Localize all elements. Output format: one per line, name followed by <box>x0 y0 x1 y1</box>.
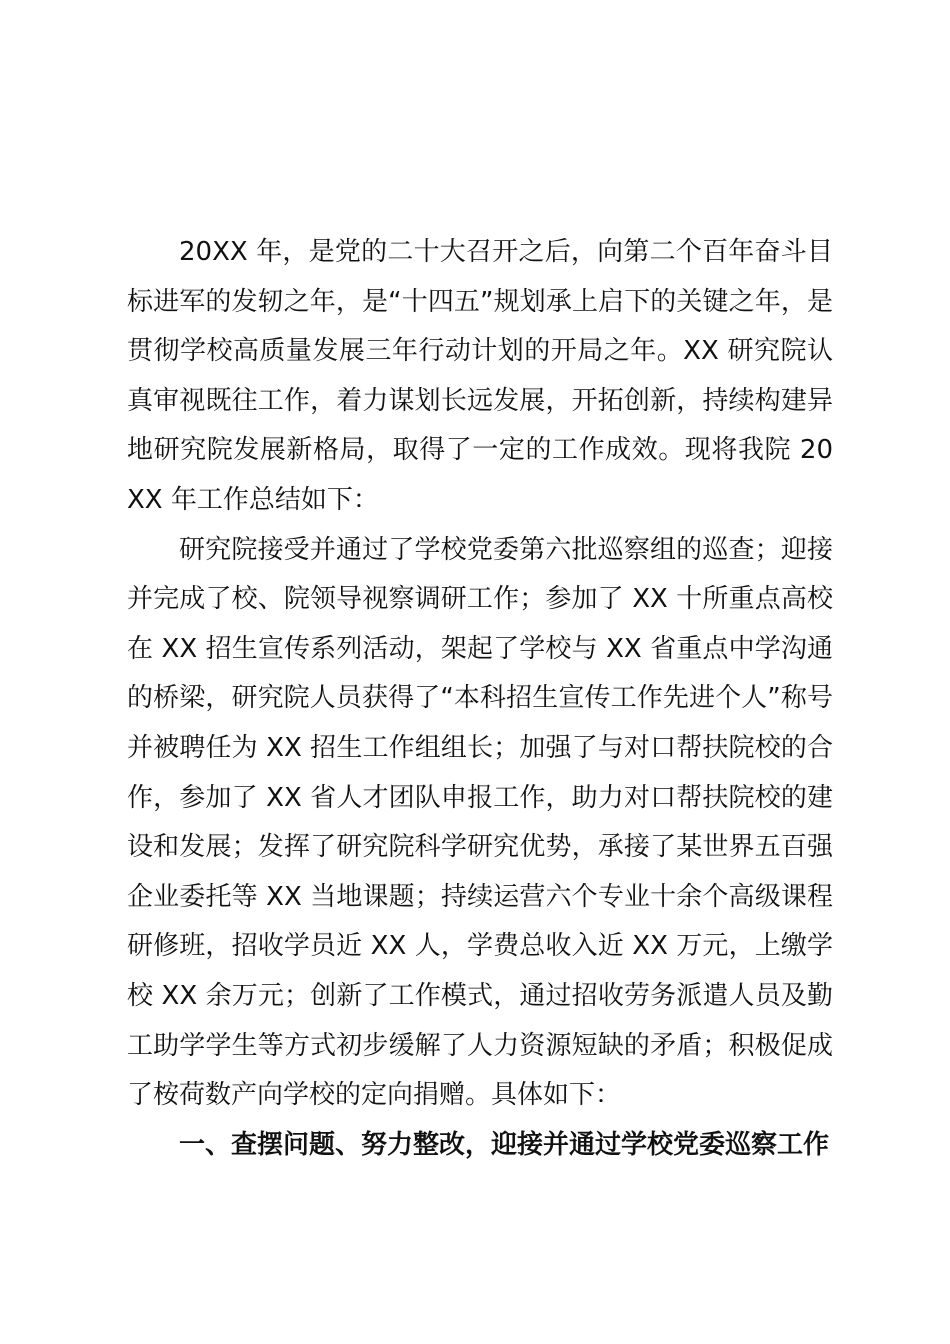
document-body <box>127 228 833 1170</box>
intro-paragraph: 20XX 年，是党的二十大召开之后，向第二个百年奋斗目标进军的发轫之年，是“十四五”规划承上启下的关键之年，是贯彻学校高质量发展三年行动计划的开局之年。XX 研究院认真审视既往工作，着力谋划长远发展，开拓创新，持续构建异地研究院发展新格局，取得了一定的工作成效。现将我院 20XX 年工作总结如下： <box>127 237 833 515</box>
section-heading: 一、查摆问题、努力整改，迎接并通过学校党委巡察工作 <box>179 1129 830 1160</box>
summary-paragraph: 研究院接受并通过了学校党委第六批巡察组的巡查；迎接并完成了校、院领导视察调研工作；参加了 XX 十所重点高校在 XX 招生宣传系列活动，架起了学校与 XX 省重点中学沟通的桥梁，研究院人员获得了“本科招生宣传工作先进个人”称号并被聘任为 XX 招生工作组组长；加强了与对口帮扶院校的合作，参加了 XX 省人才团队申报工作，助力对口帮扶院校的建设和发展；发挥了研究院科学研究优势，承接了某世界五百强企业委托等 XX 当地课题；持续运营六个专业十余个高级课程研修班，招收学员近 XX 人，学费总收入近 XX 万元，上缴学校 XX 余万元；创新了工作模式，通过招收劳务派遣人员及勤工助学学生等方式初步缓解了人力资源短缺的矛盾；积极促成了桉荷数产向学校的定向捐赠。具体如下： <box>127 534 833 1111</box>
